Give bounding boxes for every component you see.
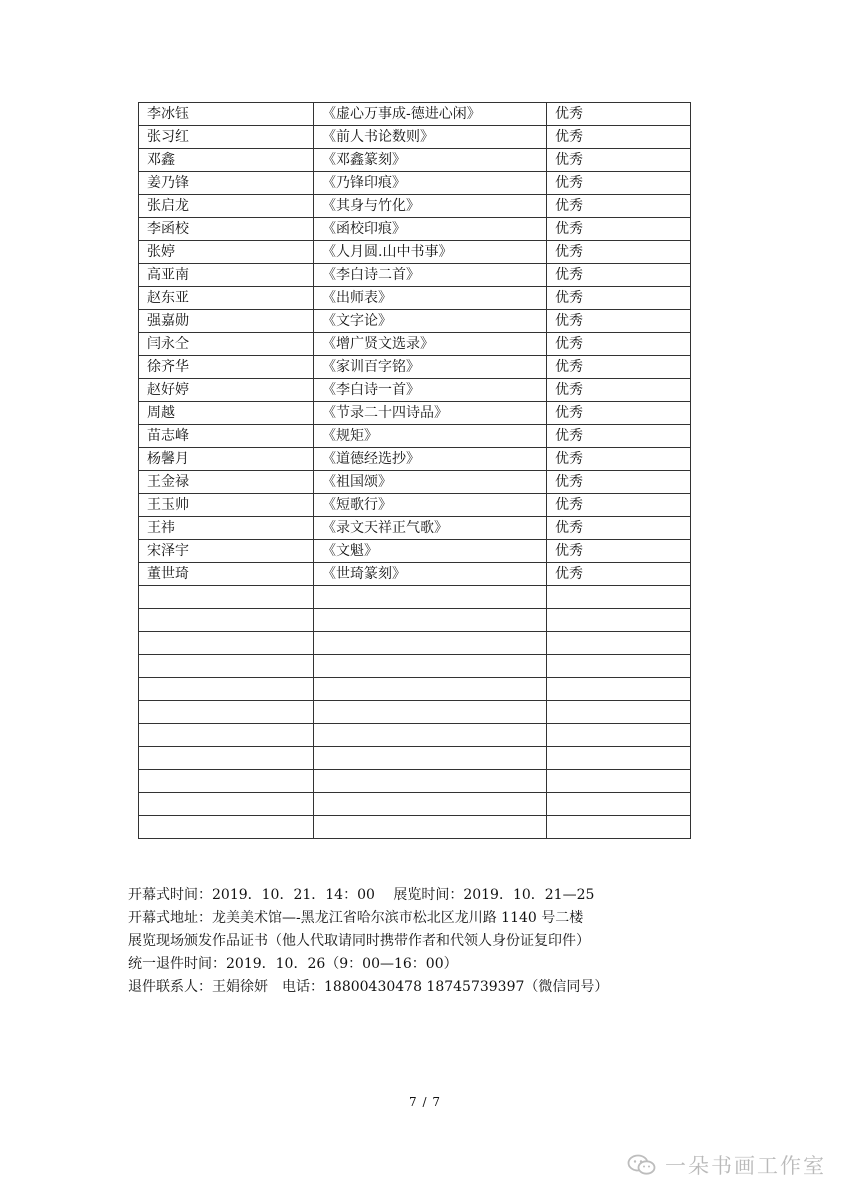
award-cell <box>547 678 691 701</box>
table-row <box>139 816 691 839</box>
name-cell: 邓鑫 <box>139 149 314 172</box>
award-cell <box>547 632 691 655</box>
award-cell: 优秀 <box>547 379 691 402</box>
work-title-cell <box>314 586 547 609</box>
work-title-cell: 《出师表》 <box>314 287 547 310</box>
work-title-cell: 《节录二十四诗品》 <box>314 402 547 425</box>
award-cell: 优秀 <box>547 402 691 425</box>
award-cell <box>547 701 691 724</box>
award-cell: 优秀 <box>547 218 691 241</box>
page-number: 7 / 7 <box>409 1095 441 1109</box>
award-cell: 优秀 <box>547 172 691 195</box>
table-row <box>139 747 691 770</box>
work-title-cell <box>314 701 547 724</box>
award-cell <box>547 770 691 793</box>
table-row <box>139 632 691 655</box>
award-cell: 优秀 <box>547 517 691 540</box>
work-title-cell <box>314 793 547 816</box>
name-cell: 董世琦 <box>139 563 314 586</box>
award-cell <box>547 724 691 747</box>
award-cell <box>547 816 691 839</box>
award-cell: 优秀 <box>547 287 691 310</box>
award-cell: 优秀 <box>547 310 691 333</box>
table-row <box>139 586 691 609</box>
name-cell: 宋泽宇 <box>139 540 314 563</box>
name-cell <box>139 793 314 816</box>
table-row <box>139 724 691 747</box>
exhibition-notes <box>128 884 728 999</box>
table-row <box>139 425 691 448</box>
award-cell <box>547 747 691 770</box>
award-cell: 优秀 <box>547 149 691 172</box>
name-cell: 张启龙 <box>139 195 314 218</box>
work-title-cell <box>314 678 547 701</box>
name-cell: 赵东亚 <box>139 287 314 310</box>
wechat-icon <box>627 1153 657 1177</box>
work-title-cell: 《规矩》 <box>314 425 547 448</box>
award-cell <box>547 793 691 816</box>
work-title-cell: 《人月圆.山中书事》 <box>314 241 547 264</box>
award-cell: 优秀 <box>547 241 691 264</box>
watermark-text: 一朵书画工作室 <box>665 1154 826 1178</box>
table-row <box>139 793 691 816</box>
table-row <box>139 402 691 425</box>
work-title-cell <box>314 609 547 632</box>
name-cell: 强嘉勋 <box>139 310 314 333</box>
award-cell: 优秀 <box>547 540 691 563</box>
award-cell <box>547 655 691 678</box>
name-cell: 王玉帅 <box>139 494 314 517</box>
work-title-cell: 《道德经选抄》 <box>314 448 547 471</box>
table-row <box>139 701 691 724</box>
name-cell <box>139 770 314 793</box>
name-cell: 李冰钰 <box>139 103 314 126</box>
table-row <box>139 517 691 540</box>
name-cell <box>139 816 314 839</box>
table-row <box>139 770 691 793</box>
work-title-cell <box>314 747 547 770</box>
work-title-cell: 《李白诗一首》 <box>314 379 547 402</box>
opening-venue-line: 开幕式地址：龙美美术馆—-黑龙江省哈尔滨市松北区龙川路 1140 号二楼 <box>128 910 584 926</box>
work-title-cell <box>314 632 547 655</box>
table-row <box>139 264 691 287</box>
name-cell: 姜乃锋 <box>139 172 314 195</box>
results-table <box>138 102 691 839</box>
name-cell: 王祎 <box>139 517 314 540</box>
watermark <box>627 1150 826 1180</box>
work-title-cell: 《世琦篆刻》 <box>314 563 547 586</box>
table-row <box>139 126 691 149</box>
work-title-cell: 《李白诗二首》 <box>314 264 547 287</box>
award-cell: 优秀 <box>547 425 691 448</box>
table-row <box>139 333 691 356</box>
table-row <box>139 563 691 586</box>
work-title-cell: 《乃锋印痕》 <box>314 172 547 195</box>
name-cell <box>139 724 314 747</box>
name-cell: 高亚南 <box>139 264 314 287</box>
table-row <box>139 448 691 471</box>
work-title-cell: 《其身与竹化》 <box>314 195 547 218</box>
work-title-cell <box>314 655 547 678</box>
award-cell: 优秀 <box>547 471 691 494</box>
table-row <box>139 609 691 632</box>
award-cell: 优秀 <box>547 356 691 379</box>
table-row <box>139 149 691 172</box>
name-cell: 王金禄 <box>139 471 314 494</box>
award-cell <box>547 609 691 632</box>
name-cell <box>139 655 314 678</box>
award-cell: 优秀 <box>547 333 691 356</box>
certificate-line: 展览现场颁发作品证书（他人代取请同时携带作者和代领人身份证复印件） <box>128 933 590 949</box>
table-row <box>139 195 691 218</box>
name-cell <box>139 609 314 632</box>
work-title-cell: 《文魁》 <box>314 540 547 563</box>
award-cell: 优秀 <box>547 103 691 126</box>
table-row <box>139 218 691 241</box>
award-cell: 优秀 <box>547 494 691 517</box>
table-row <box>139 310 691 333</box>
award-cell: 优秀 <box>547 126 691 149</box>
table-row <box>139 172 691 195</box>
opening-time-line: 开幕式时间：2019．10．21．14：00 展览时间：2019．10．21—25 <box>128 887 595 903</box>
work-title-cell: 《录文天祥正气歌》 <box>314 517 547 540</box>
table-row <box>139 287 691 310</box>
table-row <box>139 356 691 379</box>
table-row <box>139 471 691 494</box>
name-cell: 张习红 <box>139 126 314 149</box>
table-row <box>139 540 691 563</box>
return-time-line: 统一退件时间：2019．10．26（9：00—16：00） <box>128 956 458 972</box>
work-title-cell: 《函校印痕》 <box>314 218 547 241</box>
name-cell: 苗志峰 <box>139 425 314 448</box>
table-row <box>139 494 691 517</box>
name-cell: 周越 <box>139 402 314 425</box>
award-cell: 优秀 <box>547 264 691 287</box>
work-title-cell: 《邓鑫篆刻》 <box>314 149 547 172</box>
table-row <box>139 103 691 126</box>
work-title-cell <box>314 816 547 839</box>
name-cell: 张婷 <box>139 241 314 264</box>
award-cell: 优秀 <box>547 563 691 586</box>
name-cell: 李函校 <box>139 218 314 241</box>
name-cell: 杨馨月 <box>139 448 314 471</box>
work-title-cell: 《文字论》 <box>314 310 547 333</box>
work-title-cell: 《家训百字铭》 <box>314 356 547 379</box>
name-cell: 闫永仝 <box>139 333 314 356</box>
name-cell <box>139 747 314 770</box>
table-row <box>139 379 691 402</box>
work-title-cell: 《增广贤文选录》 <box>314 333 547 356</box>
work-title-cell: 《前人书论数则》 <box>314 126 547 149</box>
award-cell: 优秀 <box>547 195 691 218</box>
table-row <box>139 241 691 264</box>
name-cell <box>139 678 314 701</box>
contact-line: 退件联系人：王娟徐妍 电话：18800430478 18745739397（微信同号） <box>128 979 609 995</box>
work-title-cell <box>314 770 547 793</box>
table-row <box>139 655 691 678</box>
table-row <box>139 678 691 701</box>
name-cell: 赵好婷 <box>139 379 314 402</box>
name-cell <box>139 701 314 724</box>
work-title-cell: 《祖国颂》 <box>314 471 547 494</box>
work-title-cell <box>314 724 547 747</box>
name-cell <box>139 586 314 609</box>
work-title-cell: 《虚心万事成-德进心闲》 <box>314 103 547 126</box>
award-cell <box>547 586 691 609</box>
table-body <box>139 103 691 839</box>
name-cell <box>139 632 314 655</box>
name-cell: 徐齐华 <box>139 356 314 379</box>
work-title-cell: 《短歌行》 <box>314 494 547 517</box>
award-cell: 优秀 <box>547 448 691 471</box>
